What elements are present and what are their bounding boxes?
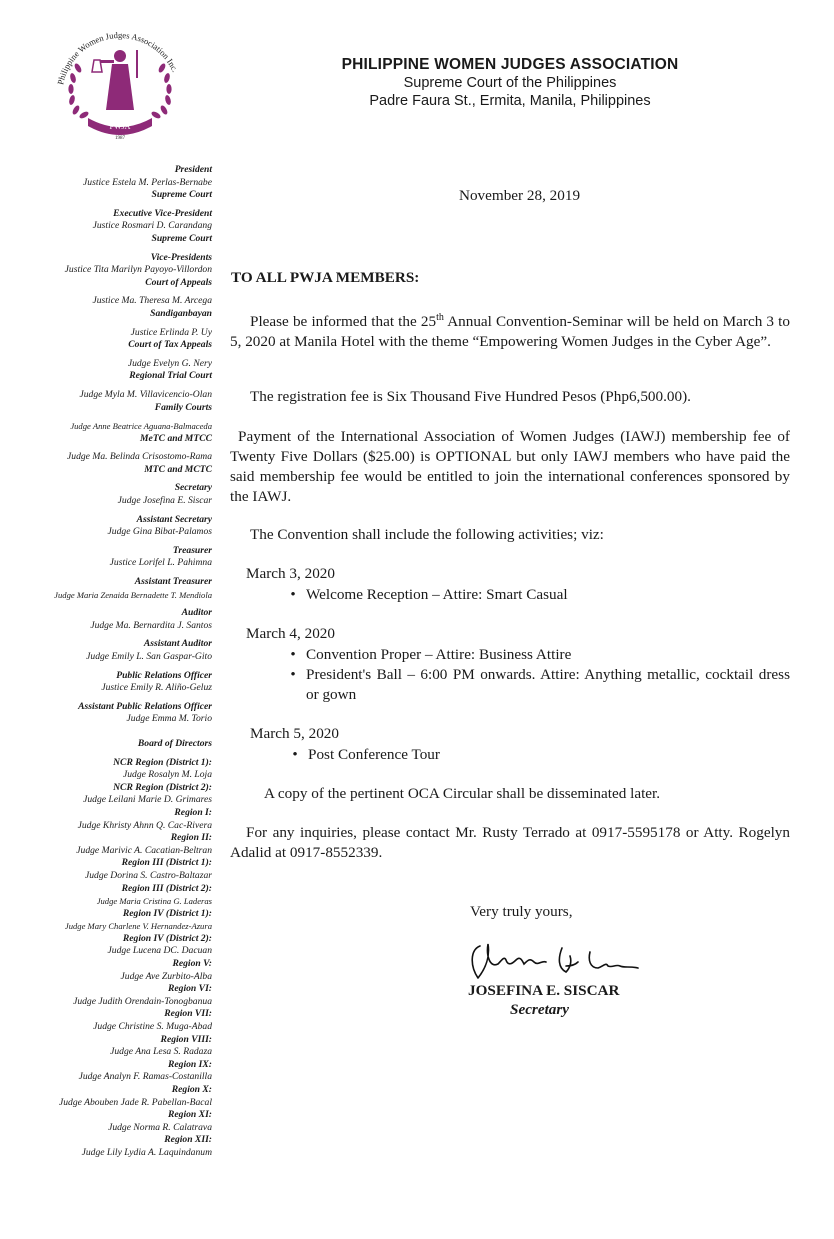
svg-text:PWJA: PWJA xyxy=(109,122,131,131)
officer-name: Judge Maria Zenaida Bernadette T. Mendiola xyxy=(54,589,212,600)
board-member: Judge Dorina S. Castro-Baltazar xyxy=(84,869,212,881)
officer-name: Judge Josefina E. Siscar xyxy=(117,495,212,507)
paragraph-inquiries: For any inquiries, please contact Mr. Rusty Terrado at 0917-5595178 or Atty. Rogelyn Adalid at 0917-8552339. xyxy=(230,824,790,861)
schedule-item xyxy=(280,585,790,605)
schedule-item-text: Post Conference Tour xyxy=(308,746,440,763)
officer-court: Family Courts xyxy=(154,401,212,413)
officer-name: Judge Emily L. San Gaspar-Gito xyxy=(86,651,212,662)
officer-court: Sandiganbayan xyxy=(150,307,212,319)
paragraph-iawj: Payment of the International Association of Women Judges (IAWJ) membership fee of Twenty Five Dollars ($25.00) is OPTIONAL but only IAWJ members who have paid the said membership fee would be entitled to join the international conferences sponsored by the IAWJ. xyxy=(230,428,790,505)
board-region: Region VIII: xyxy=(160,1033,212,1045)
salutation: TO ALL PWJA MEMBERS: xyxy=(231,269,420,286)
schedule-day: March 3, 2020 xyxy=(246,565,335,582)
board-member: Judge Ave Zurbito-Alba xyxy=(120,970,212,982)
officer-title: Assistant Treasurer xyxy=(134,576,212,588)
board-region: Region I: xyxy=(174,806,212,818)
board-region: NCR Region (District 1): xyxy=(113,756,212,768)
officer-court: MeTC and MTCC xyxy=(140,432,212,444)
org-line-1: Supreme Court of the Philippines xyxy=(403,75,617,91)
board-member: Judge Mary Charlene V. Hernandez-Azura xyxy=(64,921,212,932)
officer-title: Treasurer xyxy=(172,544,212,556)
org-address: Padre Faura St., Ermita, Manila, Philippines xyxy=(369,93,651,109)
paragraph-registration-fee: The registration fee is Six Thousand Five Hundred Pesos (Php6,500.00). xyxy=(250,388,691,405)
board-member: Judge Lily Lydia A. Laquindanum xyxy=(81,1146,212,1158)
schedule-item-text: Convention Proper – Attire: Business Attire xyxy=(306,646,572,663)
officer-name: Justice Emily R. Aliño-Geluz xyxy=(101,682,212,694)
schedule-item-text: Welcome Reception – Attire: Smart Casual xyxy=(306,586,568,603)
officer-title: Assistant Public Relations Officer xyxy=(78,700,212,712)
board-member: Judge Abouben Jade R. Pabellan-Bacal xyxy=(58,1096,212,1108)
board-title: Board of Directors xyxy=(137,737,212,749)
board-member: Judge Christine S. Muga-Abad xyxy=(93,1021,212,1033)
board-region: Region III (District 2): xyxy=(121,882,212,894)
board-region: NCR Region (District 2): xyxy=(113,781,212,793)
board-member: Judge Maria Cristina G. Laderas xyxy=(96,896,212,907)
letterhead xyxy=(300,56,720,110)
pwja-logo xyxy=(40,14,200,144)
board-region: Region III (District 1): xyxy=(121,857,212,869)
officer-name: Judge Ma. Bernardita J. Santos xyxy=(90,619,212,631)
schedule-item xyxy=(280,645,790,665)
officer-name: Justice Ma. Theresa M. Arcega xyxy=(92,295,212,307)
board-member: Judge Rosalyn M. Loja xyxy=(123,769,212,781)
board-region: Region IV (District 2): xyxy=(122,932,212,944)
officer-title: Vice-Presidents xyxy=(150,251,212,263)
board-member: Judge Marivic A. Cacatian-Beltran xyxy=(76,844,212,856)
board-member: Judge Lucena DC. Dacuan xyxy=(107,945,212,957)
officer-court: Supreme Court xyxy=(151,232,212,244)
board-member: Judge Judith Orendain-Tonogbanua xyxy=(73,995,212,1007)
officer-name: Judge Gina Bibat-Palamos xyxy=(107,526,212,538)
schedule-day: March 4, 2020 xyxy=(246,625,335,642)
board-member: Judge Ana Lesa S. Radaza xyxy=(110,1046,212,1058)
officer-name: Justice Lorifel L. Pahimna xyxy=(109,557,212,569)
officer-name: Judge Evelyn G. Nery xyxy=(127,357,212,369)
paragraph-text: Annual Convention-Seminar will be held on March 3 to 5, 2020 at Manila Hotel with the theme “Empowering Women Judges in the Cyber Age”. xyxy=(230,313,790,351)
officer-title: Executive Vice-President xyxy=(113,207,212,219)
paragraph-text: Please be informed that the 25 xyxy=(250,313,437,331)
officers-sidebar xyxy=(0,164,212,1160)
officer-court: Court of Appeals xyxy=(145,276,212,288)
officer-court: Court of Tax Appeals xyxy=(128,339,212,351)
officer-title: President xyxy=(174,164,212,175)
officer-name: Judge Ma. Belinda Crisostomo-Rama xyxy=(67,451,212,463)
closing: Very truly yours, xyxy=(470,903,573,920)
board-region: Region XI: xyxy=(168,1109,212,1121)
signature xyxy=(466,938,656,986)
superscript: th xyxy=(436,312,444,323)
officer-title: Auditor xyxy=(181,607,212,619)
officer-name: Justice Estela M. Perlas-Bernabe xyxy=(83,176,212,188)
board-region: Region II: xyxy=(170,832,212,844)
bullet-icon: • xyxy=(292,746,298,763)
paragraph-convention xyxy=(230,308,790,352)
board-member: Judge Analyn F. Ramas-Costanilla xyxy=(78,1071,212,1083)
officer-court: Supreme Court xyxy=(151,189,212,201)
officer-name: Judge Emma M. Torio xyxy=(126,713,212,725)
board-region: Region V: xyxy=(172,958,212,970)
officer-name: Justice Rosmari D. Carandang xyxy=(92,220,212,232)
officer-title: Secretary xyxy=(174,482,212,494)
officer-name: Justice Tita Marilyn Payoyo-Villordon xyxy=(64,264,212,276)
board-member: Judge Norma R. Calatrava xyxy=(108,1121,212,1133)
officer-title: Assistant Auditor xyxy=(143,638,212,650)
board-region: Region X: xyxy=(171,1084,212,1095)
board-member: Judge Leilani Marie D. Grimares xyxy=(83,794,212,806)
schedule-item xyxy=(280,665,790,705)
officer-name: Judge Anne Beatrice Aguana-Balmaceda xyxy=(70,421,212,432)
bullet-icon: • xyxy=(290,646,296,663)
paragraph-oca-circular: A copy of the pertinent OCA Circular shall be disseminated later. xyxy=(264,785,661,802)
board-region: Region VII: xyxy=(164,1008,212,1020)
officer-court: MTC and MCTC xyxy=(144,463,212,475)
schedule-item xyxy=(282,745,790,765)
signer-name: JOSEFINA E. SISCAR xyxy=(468,982,620,999)
board-member: Judge Khristy Ahnn Q. Cac-Rivera xyxy=(77,819,212,831)
svg-text:1987: 1987 xyxy=(115,136,125,141)
bullet-icon: • xyxy=(290,586,296,603)
paragraph-activities: The Convention shall include the following activities; viz: xyxy=(250,526,604,543)
officer-court: Regional Trial Court xyxy=(129,370,212,382)
officer-name: Judge Myla M. Villavicencio-Olan xyxy=(79,388,212,400)
letter-date: November 28, 2019 xyxy=(459,187,581,204)
board-region: Region IX: xyxy=(168,1058,212,1070)
officer-title: Public Relations Officer xyxy=(116,669,212,681)
org-name: PHILIPPINE WOMEN JUDGES ASSOCIATION xyxy=(341,56,679,73)
schedule-day: March 5, 2020 xyxy=(250,725,339,742)
signer-title: Secretary xyxy=(510,1001,570,1018)
officer-name: Justice Erlinda P. Uy xyxy=(130,326,212,338)
svg-text:Philippine Women Judges Associ: Philippine Women Judges Association Inc. xyxy=(55,29,181,86)
board-region: Region XII: xyxy=(164,1134,212,1146)
board-region: Region VI: xyxy=(168,983,212,995)
officer-title: Assistant Secretary xyxy=(136,513,212,525)
bullet-icon: • xyxy=(290,666,296,683)
board-region: Region IV (District 1): xyxy=(122,907,212,919)
schedule-item-text: President's Ball – 6:00 PM onwards. Attire: Anything metallic, cocktail dress or gown xyxy=(306,666,790,703)
